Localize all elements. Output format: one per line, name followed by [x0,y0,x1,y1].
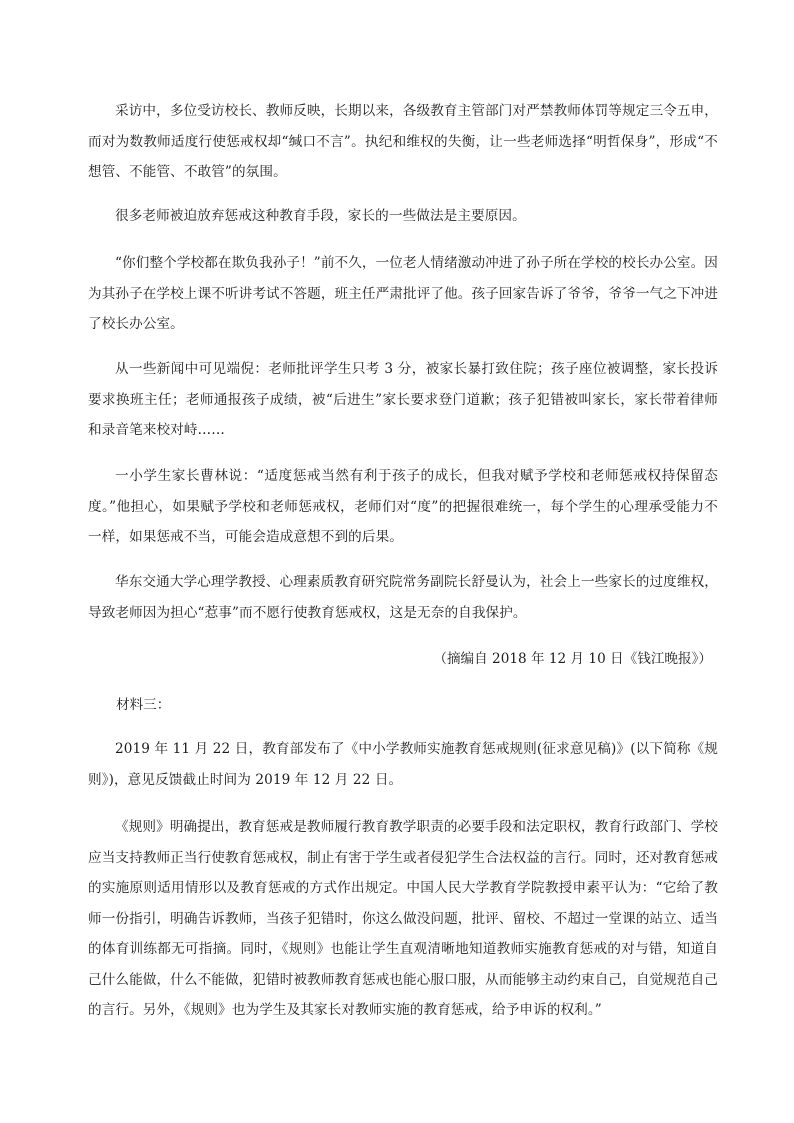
paragraph-parent-cao: 一小学生家长曹林说：“适度惩戒当然有利于孩子的成长，但我对赋予学校和老师惩戒权持保留态度。”他担心，如果赋予学校和老师惩戒权，老师们对“度”的把握很难统一，每个学生的心理承受能力不一样，如果惩戒不当，可能会造成意想不到的后果。 [88,468,718,545]
paragraph-parents-cause: 很多老师被迫放弃惩戒这种教育手段，家长的一些做法是主要原因。 [115,208,526,224]
paragraph-interview: 采访中，多位受访校长、教师反映，长期以来，各级教育主管部门对严禁教师体罚等规定三令五申，而对为数教师适度行使惩戒权却“缄口不言”。执纪和维权的失衡，让一些老师选择“明哲保身”，形成“不想管、不能管、不敢管”的氛围。 [88,103,718,180]
paragraph-rules-explained: 《规则》明确提出，教育惩戒是教师履行教育教学职责的必要手段和法定职权，教育行政部门、学校应当支持教师正当行使教育惩戒权，制止有害于学生或者侵犯学生合法权益的言行。同时，还对教育惩戒的实施原则适用情形以及教育惩戒的方式作出规定。中国人民大学教育学院教授申素平认为：“它给了教师一份指引，明确告诉教师，当孩子犯错时，你这么做没问题，批评、留校、不超过一堂课的站立、适当的体育训练都无可指摘。同时，《规则》也能让学生直观清晰地知道教师实施教育惩戒的对与错，知道自己什么能做，什么不能做，犯错时被教师教育惩戒也能心服口服，从而能够主动约束自己，自觉规范自己的言行。另外，《规则》也为学生及其家长对教师实施的教育惩戒，给予申诉的权利。” [88,819,718,1018]
paragraph-news-examples: 从一些新闻中可见端倪：老师批评学生只考 3 分，被家长暴打致住院；孩子座位被调整，家长投诉要求换班主任；老师通报孩子成绩，被“后进生”家长要求登门道歉；孩子犯错被叫家长，家长带着律师和录音笔来校对峙…… [88,361,718,438]
section-label: 材料三： [116,697,171,713]
paragraph-professor-shu: 华东交通大学心理学教授、心理素质教育研究院常务副院长舒曼认为，社会上一些家长的过度维权，导致老师因为担心“惹事”而不愿行使教育惩戒权，这是无奈的自我保护。 [88,574,718,621]
source-citation: （摘编自 2018 年 12 月 10 日《钱江晚报》） [433,651,712,667]
paragraph-grandfather: “你们整个学校都在欺负我孙子！”前不久，一位老人情绪激动冲进了孙子所在学校的校长办公室。因为其孙子在学校上课不听讲考试不答题，班主任严肃批评了他。孩子回家告诉了爷爷，爷爷一气之下冲进了校长办公室。 [88,255,718,332]
paragraph-ministry-release: 2019 年 11 月 22 日，教育部发布了《中小学教师实施教育惩戒规则(征求意见稿)》(以下简称《规则》)，意见反馈截止时间为 2019 年 12 月 22 日。 [88,741,718,788]
